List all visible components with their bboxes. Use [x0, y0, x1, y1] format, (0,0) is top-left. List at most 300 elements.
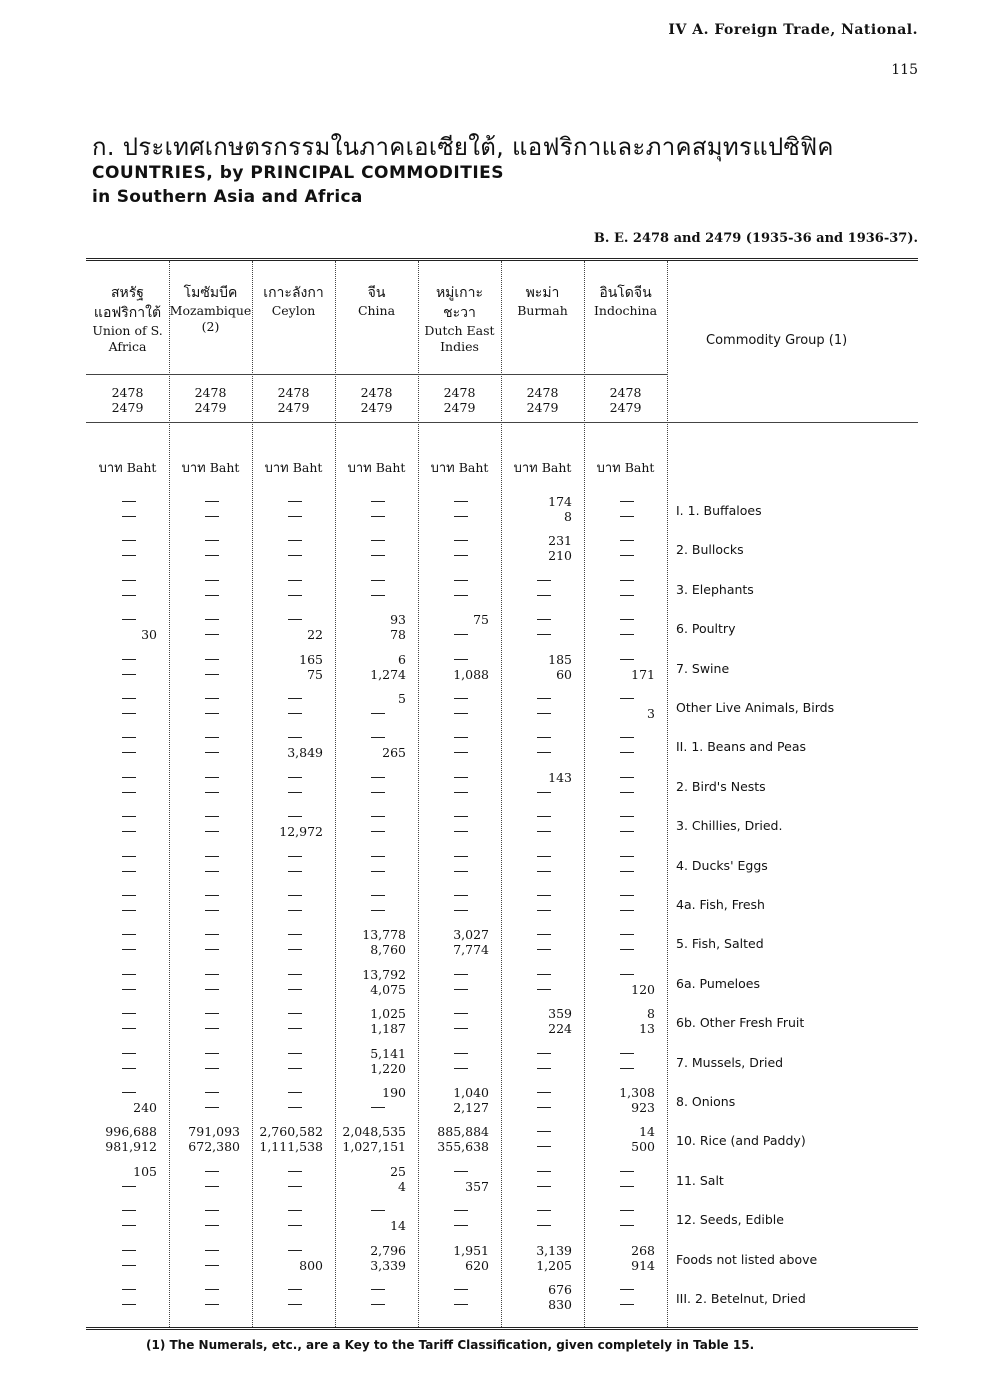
nil-dash — [122, 1265, 136, 1266]
nil-dash — [205, 1013, 219, 1014]
table-cell — [335, 572, 418, 611]
commodity-label: 12. Seeds, Edible — [676, 1212, 784, 1228]
nil-dash — [371, 501, 385, 502]
table-cell — [169, 966, 252, 1005]
column-header-english: Mozambique (2) — [169, 303, 252, 334]
year-label: 2479 — [526, 400, 559, 415]
table-row — [86, 1084, 918, 1123]
nil-dash — [620, 1304, 634, 1305]
nil-dash — [620, 698, 634, 699]
table-cell — [418, 1242, 501, 1281]
nil-dash — [205, 777, 219, 778]
nil-dash — [454, 752, 468, 753]
nil-dash — [122, 974, 136, 975]
nil-dash — [620, 856, 634, 857]
nil-dash — [205, 713, 219, 714]
commodity-label: 2. Bird's Nests — [676, 778, 766, 794]
commodity-label: 7. Mussels, Dried — [676, 1054, 784, 1070]
commodity-label: 11. Salt — [676, 1172, 724, 1188]
table-cell — [86, 572, 169, 611]
cell-value: 5,141 — [370, 1045, 406, 1061]
unit-thai: บาท — [264, 461, 289, 476]
unit-label — [335, 457, 418, 478]
cell-value: 996,688 — [105, 1124, 157, 1140]
cell-value: 1,027,151 — [342, 1139, 406, 1155]
unit-english: Baht — [209, 460, 240, 475]
nil-dash — [205, 1107, 219, 1108]
year-label: 2479 — [111, 400, 144, 415]
column-header-thai: เกาะลังกา — [263, 285, 324, 301]
nil-dash — [288, 555, 302, 556]
column-header — [418, 283, 501, 355]
nil-dash — [454, 698, 468, 699]
table-cell — [252, 1045, 335, 1084]
cell-value: 7,774 — [453, 942, 489, 958]
cell-value: 190 — [382, 1085, 406, 1100]
table-cell — [86, 1123, 169, 1162]
column-header — [584, 283, 667, 319]
table-cell — [501, 769, 584, 808]
cell-value: 1,088 — [453, 666, 489, 682]
nil-dash — [205, 737, 219, 738]
nil-dash — [537, 1171, 551, 1172]
table-cell — [335, 1123, 418, 1162]
page-number: 115 — [891, 62, 918, 78]
nil-dash — [288, 540, 302, 541]
nil-dash — [205, 674, 219, 675]
unit-thai: บาท — [181, 461, 206, 476]
table-cell — [335, 887, 418, 926]
nil-dash — [205, 1289, 219, 1290]
table-cell — [169, 1045, 252, 1084]
nil-dash — [288, 777, 302, 778]
cell-value: 800 — [299, 1257, 323, 1273]
table-cell — [501, 1005, 584, 1044]
nil-dash — [122, 895, 136, 896]
nil-dash — [537, 580, 551, 581]
table-cell — [335, 532, 418, 571]
table-cell — [501, 1084, 584, 1123]
nil-dash — [454, 659, 468, 660]
table-cell — [584, 1242, 667, 1281]
table-cell — [501, 887, 584, 926]
table-cell — [501, 1163, 584, 1202]
nil-dash — [371, 910, 385, 911]
nil-dash — [122, 989, 136, 990]
table-row — [86, 887, 918, 926]
nil-dash — [288, 792, 302, 793]
header-rule — [86, 374, 667, 375]
nil-dash — [288, 949, 302, 950]
nil-dash — [620, 540, 634, 541]
commodity-label: 6b. Other Fresh Fruit — [676, 1015, 805, 1031]
table-cell — [584, 651, 667, 690]
cell-value: 620 — [465, 1257, 489, 1273]
nil-dash — [454, 713, 468, 714]
cell-value: 3 — [647, 706, 655, 721]
title-english-line2: in Southern Asia and Africa — [92, 187, 363, 207]
nil-dash — [122, 540, 136, 541]
nil-dash — [620, 1225, 634, 1226]
title-english-line1: COUNTRIES, by PRINCIPAL COMMODITIES — [92, 163, 505, 183]
nil-dash — [454, 1028, 468, 1029]
nil-dash — [122, 1068, 136, 1069]
column-header-english: Ceylon — [271, 303, 316, 318]
commodity-label: 3. Chillies, Dried. — [676, 818, 783, 834]
table-cell — [86, 651, 169, 690]
unit-english: Baht — [292, 460, 323, 475]
table-cell — [501, 848, 584, 887]
cell-value: 75 — [307, 666, 323, 682]
nil-dash — [288, 1068, 302, 1069]
table-cell — [252, 729, 335, 768]
table-cell — [252, 651, 335, 690]
nil-dash — [122, 856, 136, 857]
nil-dash — [620, 816, 634, 817]
nil-dash — [454, 595, 468, 596]
nil-dash — [205, 1265, 219, 1266]
nil-dash — [620, 737, 634, 738]
table-cell — [169, 532, 252, 571]
table-cell — [86, 611, 169, 650]
cell-value: 830 — [548, 1297, 572, 1312]
unit-label — [169, 457, 252, 478]
table-cell — [335, 690, 418, 729]
table-cell — [86, 1084, 169, 1123]
table-cell — [86, 808, 169, 847]
nil-dash — [205, 831, 219, 832]
commodity-table — [86, 258, 918, 1330]
nil-dash — [288, 1028, 302, 1029]
nil-dash — [371, 895, 385, 896]
nil-dash — [205, 871, 219, 872]
table-cell — [252, 532, 335, 571]
cell-value: 22 — [307, 627, 323, 643]
year-label: 2478 — [443, 385, 476, 400]
cell-value: 224 — [548, 1021, 572, 1037]
table-cell — [584, 848, 667, 887]
nil-dash — [288, 1304, 302, 1305]
cell-value: 4 — [398, 1178, 406, 1194]
nil-dash — [122, 595, 136, 596]
table-cell — [418, 1123, 501, 1162]
column-header-thai: โมซัมบีค — [183, 285, 238, 301]
nil-dash — [537, 752, 551, 753]
cell-value: 1,111,538 — [259, 1139, 323, 1155]
nil-dash — [205, 1092, 219, 1093]
commodity-label: Foods not listed above — [676, 1251, 818, 1267]
commodity-label: 4. Ducks' Eggs — [676, 857, 768, 873]
nil-dash — [537, 1068, 551, 1069]
table-cell — [169, 1123, 252, 1162]
table-cell — [252, 1084, 335, 1123]
nil-dash — [288, 1092, 302, 1093]
column-header-english: China — [357, 303, 396, 318]
table-row — [86, 966, 918, 1005]
table-cell — [252, 1123, 335, 1162]
nil-dash — [454, 856, 468, 857]
nil-dash — [454, 816, 468, 817]
nil-dash — [454, 1013, 468, 1014]
table-cell — [169, 729, 252, 768]
nil-dash — [122, 619, 136, 620]
years-rule — [86, 422, 918, 423]
cell-value: 165 — [299, 651, 323, 667]
cell-value: 231 — [548, 533, 572, 549]
table-cell — [169, 926, 252, 965]
cell-value: 25 — [390, 1163, 406, 1179]
cell-value: 210 — [548, 548, 572, 564]
table-cell — [418, 1202, 501, 1241]
unit-thai: บาท — [596, 461, 621, 476]
cell-value: 3,027 — [453, 927, 489, 943]
table-cell — [418, 1045, 501, 1084]
nil-dash — [122, 737, 136, 738]
table-cell — [335, 808, 418, 847]
table-cell — [418, 690, 501, 729]
nil-dash — [454, 1053, 468, 1054]
table-cell — [584, 769, 667, 808]
cell-value: 174 — [548, 494, 572, 509]
nil-dash — [537, 1131, 551, 1132]
nil-dash — [205, 1250, 219, 1251]
year-label: 2478 — [111, 385, 144, 400]
table-cell — [335, 493, 418, 532]
nil-dash — [537, 949, 551, 950]
nil-dash — [620, 871, 634, 872]
nil-dash — [537, 595, 551, 596]
year-label: 2478 — [194, 385, 227, 400]
nil-dash — [620, 1186, 634, 1187]
table-cell — [86, 690, 169, 729]
nil-dash — [371, 540, 385, 541]
nil-dash — [537, 1210, 551, 1211]
nil-dash — [288, 737, 302, 738]
table-cell — [86, 729, 169, 768]
commodity-label: 6. Poultry — [676, 621, 736, 637]
nil-dash — [537, 713, 551, 714]
table-cell — [501, 729, 584, 768]
commodity-group-header: Commodity Group (1) — [706, 333, 848, 348]
table-cell — [169, 1005, 252, 1044]
table-cell — [584, 729, 667, 768]
table-cell — [335, 1202, 418, 1241]
table-cell — [335, 1242, 418, 1281]
table-cell — [418, 572, 501, 611]
column-years — [252, 385, 335, 415]
nil-dash — [288, 713, 302, 714]
nil-dash — [537, 1092, 551, 1093]
table-cell — [86, 1045, 169, 1084]
table-row — [86, 611, 918, 650]
table-row — [86, 926, 918, 965]
cell-value: 8 — [647, 1006, 655, 1022]
table-cell — [418, 1163, 501, 1202]
nil-dash — [620, 792, 634, 793]
table-cell — [418, 808, 501, 847]
table-cell — [584, 808, 667, 847]
nil-dash — [122, 516, 136, 517]
cell-value: 923 — [631, 1100, 655, 1115]
nil-dash — [537, 910, 551, 911]
table-cell — [252, 887, 335, 926]
nil-dash — [205, 1225, 219, 1226]
table-cell — [252, 690, 335, 729]
table-cell — [335, 1281, 418, 1320]
cell-value: 265 — [382, 745, 406, 761]
nil-dash — [537, 816, 551, 817]
table-cell — [252, 848, 335, 887]
nil-dash — [205, 1304, 219, 1305]
table-cell — [418, 1281, 501, 1320]
table-cell — [501, 1242, 584, 1281]
nil-dash — [205, 1171, 219, 1172]
table-cell — [252, 808, 335, 847]
table-row — [86, 690, 918, 729]
table-cell — [335, 729, 418, 768]
nil-dash — [288, 816, 302, 817]
table-cell — [418, 1005, 501, 1044]
nil-dash — [537, 856, 551, 857]
unit-thai: บาท — [98, 461, 123, 476]
nil-dash — [288, 1053, 302, 1054]
cell-value: 30 — [141, 627, 157, 643]
nil-dash — [537, 1225, 551, 1226]
cell-value: 143 — [548, 769, 572, 785]
nil-dash — [454, 737, 468, 738]
commodity-label: I. 1. Buffaloes — [676, 503, 762, 518]
nil-dash — [122, 659, 136, 660]
nil-dash — [122, 752, 136, 753]
nil-dash — [122, 792, 136, 793]
nil-dash — [205, 634, 219, 635]
nil-dash — [454, 555, 468, 556]
nil-dash — [454, 1210, 468, 1211]
nil-dash — [454, 516, 468, 517]
nil-dash — [454, 910, 468, 911]
table-cell — [418, 1084, 501, 1123]
nil-dash — [288, 516, 302, 517]
unit-english: Baht — [375, 460, 406, 475]
column-header-thai: หมู่เกาะ ชะวา — [435, 285, 484, 321]
nil-dash — [537, 934, 551, 935]
commodity-label: III. 2. Betelnut, Dried — [676, 1291, 806, 1306]
table-cell — [335, 848, 418, 887]
nil-dash — [371, 516, 385, 517]
table-cell — [584, 1163, 667, 1202]
nil-dash — [454, 580, 468, 581]
table-cell — [501, 808, 584, 847]
nil-dash — [288, 856, 302, 857]
cell-value: 93 — [390, 612, 406, 628]
table-cell — [86, 926, 169, 965]
nil-dash — [122, 934, 136, 935]
nil-dash — [620, 752, 634, 753]
nil-dash — [454, 1304, 468, 1305]
unit-label — [418, 457, 501, 478]
column-years — [501, 385, 584, 415]
nil-dash — [371, 792, 385, 793]
column-header-english: Burmah — [517, 303, 568, 318]
commodity-label: 6a. Pumeloes — [676, 975, 760, 991]
cell-value: 4,075 — [370, 981, 406, 997]
table-cell — [418, 651, 501, 690]
cell-value: 1,187 — [370, 1021, 406, 1037]
nil-dash — [454, 540, 468, 541]
cell-value: 357 — [465, 1178, 489, 1194]
cell-value: 185 — [548, 651, 572, 667]
nil-dash — [454, 1171, 468, 1172]
table-cell — [418, 611, 501, 650]
unit-english: Baht — [624, 460, 655, 475]
unit-label — [584, 457, 667, 478]
column-header-english: Dutch East Indies — [424, 323, 495, 354]
cell-value: 3,139 — [536, 1242, 572, 1258]
nil-dash — [122, 831, 136, 832]
nil-dash — [288, 934, 302, 935]
nil-dash — [122, 910, 136, 911]
nil-dash — [620, 910, 634, 911]
year-label: 2478 — [526, 385, 559, 400]
table-cell — [584, 493, 667, 532]
nil-dash — [205, 698, 219, 699]
nil-dash — [205, 1068, 219, 1069]
column-header — [335, 283, 418, 319]
nil-dash — [205, 516, 219, 517]
nil-dash — [620, 1053, 634, 1054]
table-cell — [169, 611, 252, 650]
cell-value: 12,972 — [279, 824, 323, 840]
nil-dash — [537, 698, 551, 699]
table-cell — [86, 532, 169, 571]
nil-dash — [205, 555, 219, 556]
cell-value: 268 — [631, 1242, 655, 1258]
table-cell — [86, 1281, 169, 1320]
cell-value: 120 — [631, 981, 655, 997]
column-years — [584, 385, 667, 415]
table-cell — [584, 1281, 667, 1320]
column-header — [169, 283, 252, 335]
nil-dash — [620, 974, 634, 975]
table-cell — [501, 1281, 584, 1320]
nil-dash — [288, 698, 302, 699]
column-years — [335, 385, 418, 415]
nil-dash — [371, 856, 385, 857]
table-cell — [169, 651, 252, 690]
table-row — [86, 1045, 918, 1084]
nil-dash — [205, 934, 219, 935]
table-cell — [584, 611, 667, 650]
nil-dash — [371, 871, 385, 872]
nil-dash — [288, 910, 302, 911]
column-years — [418, 385, 501, 415]
cell-value: 885,884 — [437, 1124, 489, 1140]
footnote: (1) The Numerals, etc., are a Key to the Tariff Classification, given completely in Table 15. — [146, 1338, 755, 1352]
commodity-label: 10. Rice (and Paddy) — [676, 1133, 806, 1149]
table-row — [86, 1005, 918, 1044]
year-label: 2479 — [609, 400, 642, 415]
commodity-label: 7. Swine — [676, 660, 730, 676]
table-cell — [584, 1084, 667, 1123]
table-cell — [86, 966, 169, 1005]
cell-value: 8,760 — [370, 942, 406, 958]
table-cell — [252, 769, 335, 808]
cell-value: 78 — [390, 627, 406, 643]
commodity-label: 4a. Fish, Fresh — [676, 897, 765, 912]
nil-dash — [205, 1053, 219, 1054]
table-row — [86, 848, 918, 887]
cell-value: 171 — [631, 666, 655, 682]
